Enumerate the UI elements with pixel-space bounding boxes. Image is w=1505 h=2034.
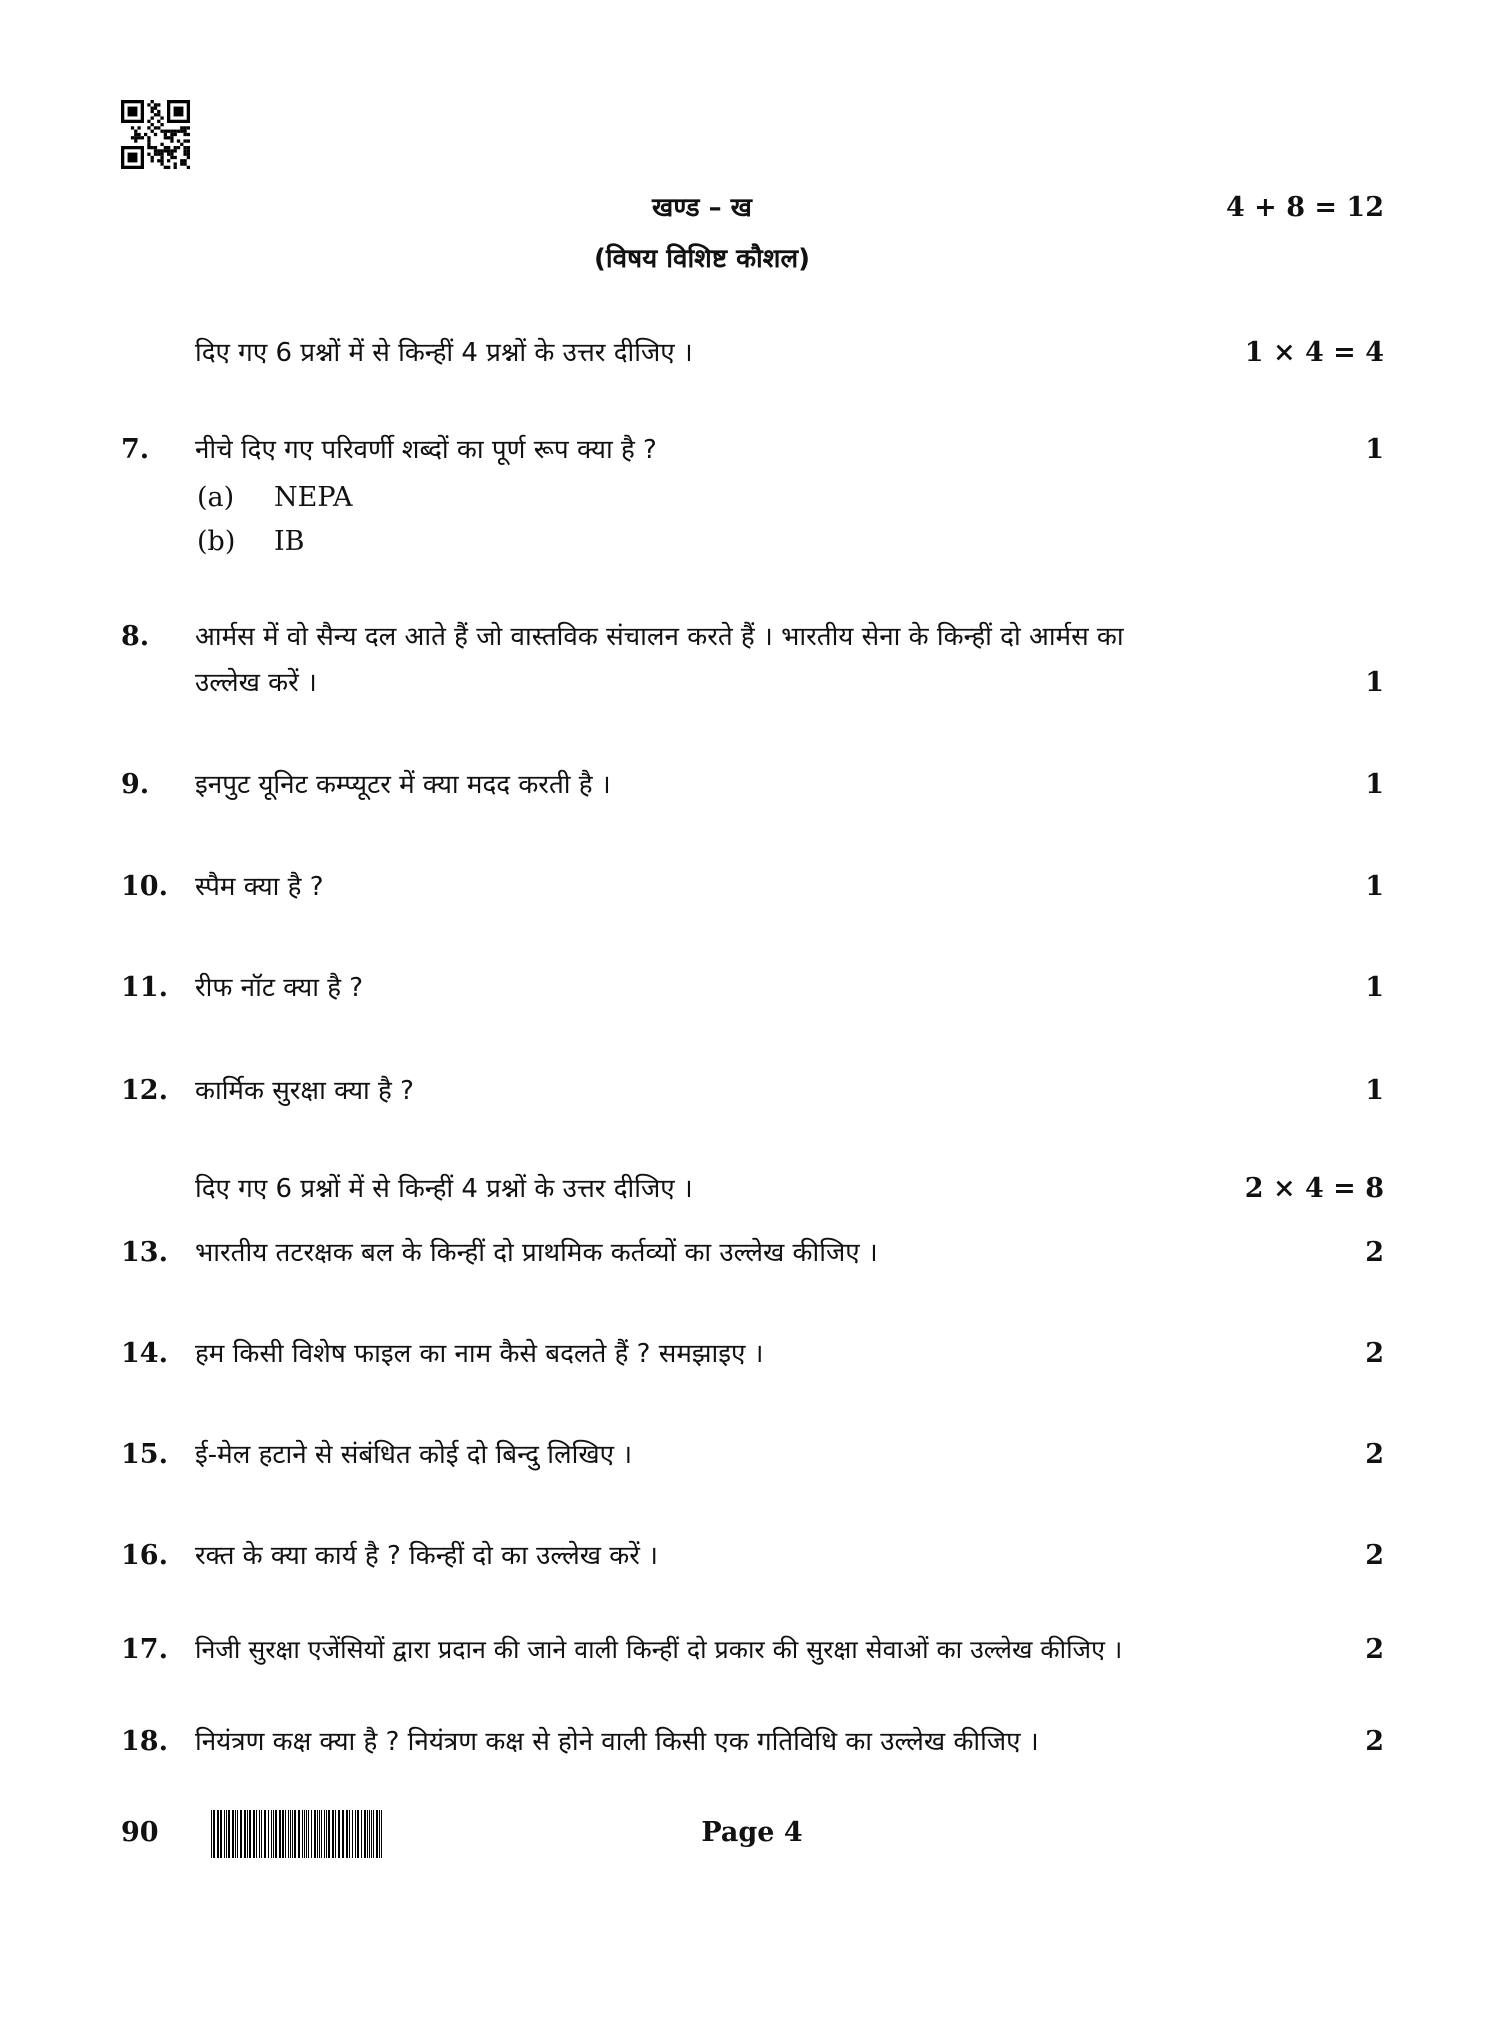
question-marks: 2	[1365, 1237, 1384, 1268]
question-number: 7.	[121, 434, 150, 465]
question-marks: 1	[1365, 667, 1384, 698]
paper-code: 90	[121, 1817, 159, 1848]
question-marks: 1	[1365, 871, 1384, 902]
question-text: नीचे दिए गए परिवर्णी शब्दों का पूर्ण रूप क्या है ?	[195, 435, 657, 465]
question-marks: 1	[1365, 972, 1384, 1003]
question-marks: 2	[1365, 1634, 1384, 1665]
question-number: 17.	[121, 1634, 168, 1665]
question-text: इनपुट यूनिट कम्प्यूटर में क्या मदद करती है ।	[195, 770, 611, 800]
question-marks: 1	[1365, 1075, 1384, 1106]
group-instruction: दिए गए 6 प्रश्नों में से किन्हीं 4 प्रश्नों के उत्तर दीजिए ।	[195, 338, 693, 368]
question-text: निजी सुरक्षा एजेंसियों द्वारा प्रदान की जाने वाली किन्हीं दो प्रकार की सुरक्षा सेवाओं का उल्लेख कीजिए ।	[195, 1635, 1123, 1664]
question-marks: 2	[1365, 1726, 1384, 1757]
question-number: 9.	[121, 769, 150, 800]
question-text: कार्मिक सुरक्षा क्या है ?	[195, 1076, 414, 1106]
question-marks: 1	[1365, 769, 1384, 800]
question-marks: 1	[1365, 434, 1384, 465]
question-number: 16.	[121, 1540, 168, 1571]
section-title: खण्ड – ख	[652, 193, 752, 223]
question-text: रीफ नॉट क्या है ?	[195, 973, 364, 1003]
question-number: 13.	[121, 1237, 168, 1268]
question-text: रक्त के क्या कार्य है ? किन्हीं दो का उल्लेख करें ।	[195, 1541, 658, 1571]
group-instruction: दिए गए 6 प्रश्नों में से किन्हीं 4 प्रश्नों के उत्तर दीजिए ।	[195, 1174, 693, 1204]
option-text: IB	[274, 526, 305, 557]
question-text: आर्मस में वो सैन्य दल आते हैं जो वास्तविक संचालन करते हैं । भारतीय सेना के किन्हीं दो आर्मस का	[195, 622, 1124, 652]
question-text: ई-मेल हटाने से संबंधित कोई दो बिन्दु लिखिए ।	[195, 1440, 633, 1470]
question-number: 18.	[121, 1726, 168, 1757]
question-marks: 2	[1365, 1540, 1384, 1571]
question-number: 8.	[121, 621, 150, 652]
question-number: 14.	[121, 1338, 168, 1369]
question-text: नियंत्रण कक्ष क्या है ? नियंत्रण कक्ष से होने वाली किसी एक गतिविधि का उल्लेख कीजिए ।	[195, 1727, 1039, 1757]
option-label: (a)	[197, 482, 235, 513]
question-text-continued: उल्लेख करें ।	[195, 668, 317, 698]
option-text: NEPA	[274, 482, 353, 513]
qr-code	[121, 100, 190, 169]
section-subtitle: (विषय विशिष्ट कौशल)	[594, 244, 810, 274]
question-text: स्पैम क्या है ?	[195, 872, 324, 902]
section-marks: 4 + 8 = 12	[1226, 192, 1384, 223]
question-number: 10.	[121, 871, 168, 902]
question-marks: 2	[1365, 1338, 1384, 1369]
question-number: 11.	[121, 972, 168, 1003]
barcode	[211, 1810, 386, 1858]
group-marks: 2 × 4 = 8	[1244, 1173, 1384, 1204]
question-number: 12.	[121, 1075, 168, 1106]
question-text: हम किसी विशेष फाइल का नाम कैसे बदलते हैं ? समझाइए ।	[195, 1339, 764, 1369]
question-marks: 2	[1365, 1439, 1384, 1470]
page-number: Page 4	[701, 1817, 803, 1848]
question-text: भारतीय तटरक्षक बल के किन्हीं दो प्राथमिक कर्तव्यों का उल्लेख कीजिए ।	[195, 1238, 878, 1268]
question-number: 15.	[121, 1439, 168, 1470]
group-marks: 1 × 4 = 4	[1244, 337, 1384, 368]
option-label: (b)	[197, 526, 236, 557]
